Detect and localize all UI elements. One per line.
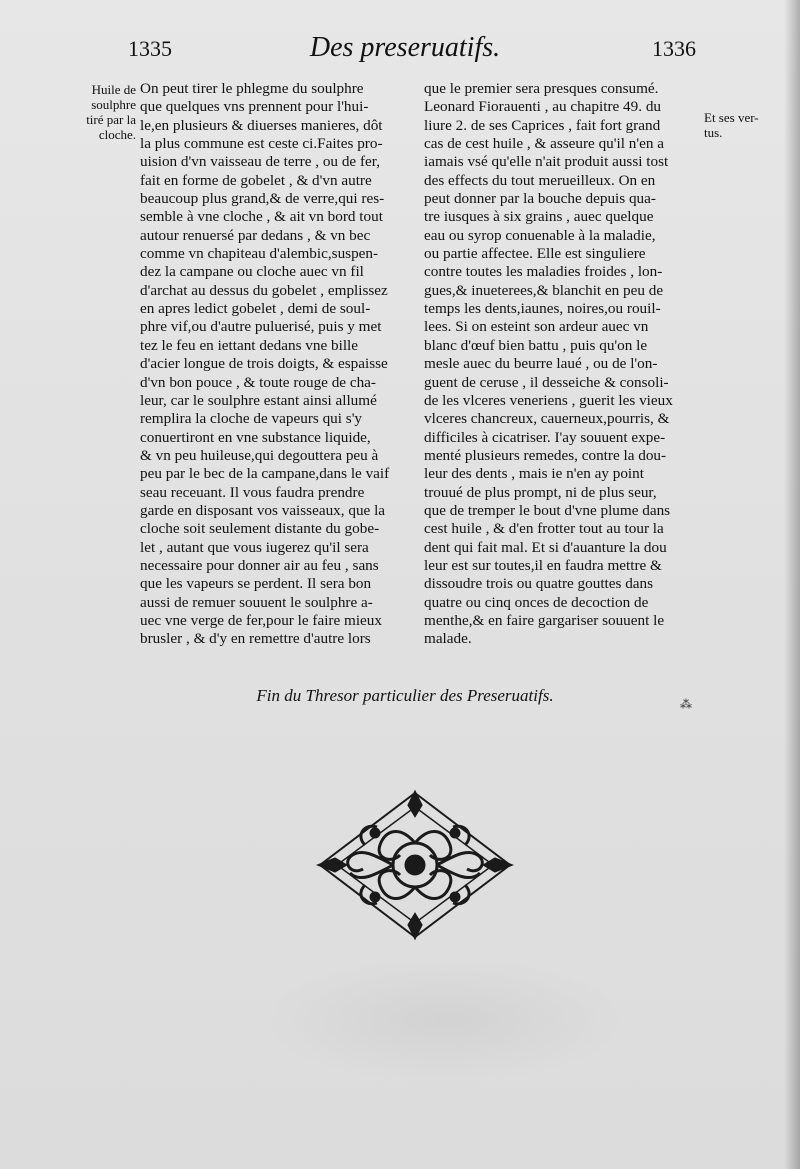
text-line: peut donner par la bouche depuis qua- [424,190,656,208]
text-line: ou partie affectee. Elle est singuliere [424,245,646,263]
text-line: difficiles à cicatriser. I'ay souuent expe- [424,428,666,446]
text-line: leur des dents , mais ie n'en ay point [424,465,644,483]
text-line: de les vlceres veneriens , guerit les vieux [424,391,673,409]
text-line: tre iusques à six grains , auec quelque [424,208,654,226]
fleuron-ornament-icon [305,785,525,945]
text-line: la plus commune est ceste ci.Faites pro- [140,135,383,153]
page-edge-shadow [784,0,800,1169]
text-line: iamais vsé qu'elle n'ait produit aussi tost [424,153,669,171]
text-line: garde en disposant vos vaisseaux, que la [140,501,386,519]
text-line: vlceres chancreux, cauerneux,pourris, & [424,410,670,428]
text-column-right [424,80,702,649]
text-line: aussi de remuer souuent le soulphre a- [140,593,373,611]
text-line: conuertiront en vne substance liquide, [140,428,371,446]
text-line: mesle auec du beurre laué , ou de l'on- [424,355,658,373]
text-line: beaucoup plus grand,& de verre,qui res- [140,190,385,208]
text-line: remplira la cloche de vapeurs qui s'y [140,410,363,428]
text-line: uision d'vn vaisseau de terre , ou de fer, [140,153,380,171]
text-line: brusler , & d'y en remettre d'autre lors [140,630,371,648]
text-line: guent de ceruse , il desseiche & consoli- [424,373,669,391]
text-line: blanc d'œuf bien battu , puis qu'on le [424,336,648,354]
text-line: dez la campane ou cloche auec vn fil [140,263,364,281]
margin-note-line: soulphre [91,97,136,112]
text-line: fait en forme de gobelet , & d'vn autre [140,171,372,189]
text-line: liure 2. de ses Caprices , fait fort grand [424,116,661,134]
printer-mark-glyph: ⁂ [680,697,692,711]
text-line: semble à vne cloche , & ait vn bord tout [140,208,383,226]
text-line: lees. Si on esteint son ardeur auec vn [424,318,649,336]
text-line: d'acier longue de trois doigts, & espaisse [140,355,388,373]
text-line: menté plusieurs remedes, contre la dou- [424,446,667,464]
text-line: trouué de plus prompt, ni de plus seur, [424,483,657,501]
text-line: en apres ledict gobelet , demi de soul- [140,300,371,318]
text-line: quatre ou cinq onces de decoction de [424,593,649,611]
text-line: let , autant que vous iugerez qu'il sera [140,538,369,556]
text-line: leur est sur toutes,il en faudra mettre & [424,556,662,574]
text-line: le,en plusieurs & diuerses manieres, dôt [140,116,383,134]
bleed-through-shadow [260,955,630,1085]
margin-note-left [86,82,136,142]
margin-note-line: cloche. [98,127,136,142]
text-line: malade. [424,630,472,648]
page-number-right: 1336 [652,36,696,61]
margin-note-line: tus. [704,125,723,140]
text-line: phre vif,ou d'autre puluerisé, puis y met [140,318,382,336]
text-line: leur, car le soulphre estant ainsi allumé [140,391,377,409]
text-line: Leonard Fiorauenti , au chapitre 49. du [424,98,662,116]
text-line: seau receuant. Il vous faudra prendre [140,483,365,501]
text-line: que les vapeurs se perdent. Il sera bon [140,575,372,593]
margin-note-right [704,110,768,140]
margin-note-line: Huile de [91,82,136,97]
margin-note-line: tiré par la [86,112,136,127]
text-line: uec vne verge de fer,pour le faire mieux [140,611,382,629]
text-line: d'vn bon pouce , & toute rouge de cha- [140,373,376,391]
text-line: que de tremper le bout d'vne plume dans [424,501,671,519]
page-number-left: 1335 [128,36,172,61]
text-line: temps les dents,iaunes, noires,ou rouil- [424,300,661,318]
text-line: cas de cest huile , & asseure qu'il n'en a [424,135,664,153]
text-line: On peut tirer le phlegme du soulphre [140,80,364,97]
text-line: menthe,& en faire gargariser souuent le [424,611,665,629]
text-line: cloche soit seulement distante du gobe- [140,520,380,538]
running-head-title: Des preseruatifs. [309,32,501,63]
text-line: que quelques vns prennent pour l'hui- [140,98,369,116]
text-line: que le premier sera presques consumé. [424,80,659,97]
text-line: gues,& inueterees,& blanchit en peu de [424,281,664,299]
text-line: tez le feu en iettant dedans vne bille [140,336,359,354]
text-line: necessaire pour donner air au feu , sans [140,556,379,574]
margin-note-line: Et ses ver- [704,110,759,125]
text-line: comme vn chapiteau d'alembic,suspen- [140,245,379,263]
text-line: autour renuersé par dedans , & vn bec [140,226,371,244]
text-column-left [140,80,416,649]
text-line: des effects du tout merueilleux. On en [424,171,656,189]
text-line: peu par le bec de la campane,dans le vaif [140,465,390,483]
text-line: contre toutes les maladies froides , lon- [424,263,663,281]
text-line: dissoudre trois ou quatre gouttes dans [424,575,654,593]
text-line: & vn peu huileuse,qui degouttera peu à [140,446,379,464]
text-line: cest huile , & d'en frotter tout au tour la [424,520,664,538]
colophon-line: Fin du Thresor particulier des Preseruatifs. [256,686,554,705]
text-line: eau ou syrop conuenable à la maladie, [424,226,656,244]
text-line: dent qui fait mal. Et si d'auanture la dou [424,538,667,556]
text-line: d'archat au dessus du gobelet , emplissez [140,281,388,299]
